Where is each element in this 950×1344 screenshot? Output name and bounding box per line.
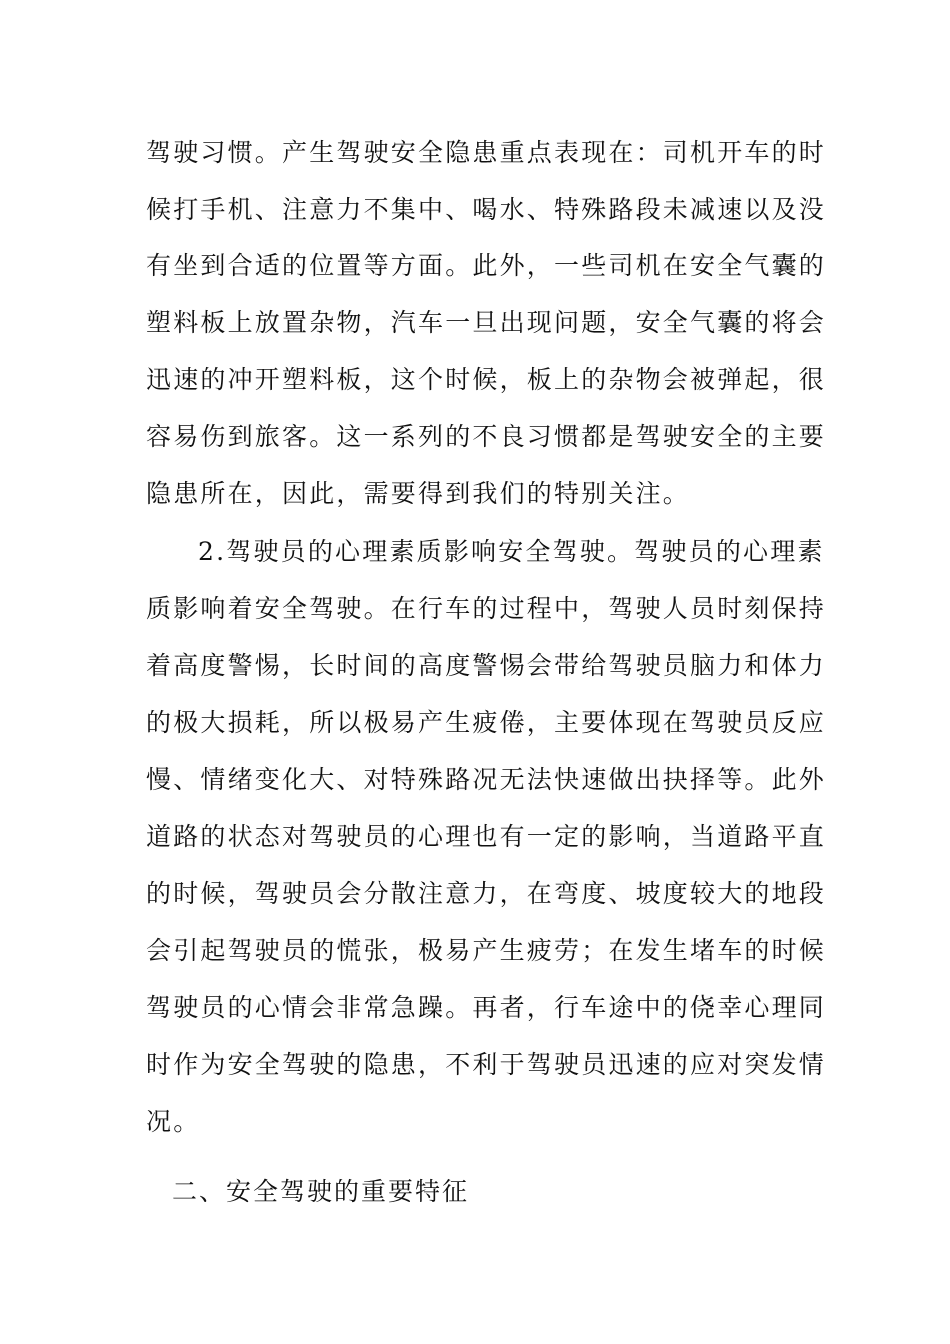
paragraph1-line-6: 容易伤到旅客。这一系列的不良习惯都是驾驶安全的主要	[146, 422, 827, 451]
paragraph2-line-7: 的时候，驾驶员会分散注意力，在弯度、坡度较大的地段	[146, 879, 827, 908]
paragraph1-line-1: 驾驶习惯。产生驾驶安全隐患重点表现在：司机开车的时	[146, 138, 827, 167]
paragraph1-line-4: 塑料板上放置杂物，汽车一旦出现问题，安全气囊的将会	[146, 308, 827, 337]
paragraph2-line-2: 质影响着安全驾驶。在行车的过程中，驾驶人员时刻保持	[146, 594, 827, 623]
paragraph1-line-3: 有坐到合适的位置等方面。此外，一些司机在安全气囊的	[146, 251, 827, 280]
section-heading: 二、安全驾驶的重要特征	[172, 1177, 470, 1206]
paragraph2-line-9: 驾驶员的心情会非常急躁。再者，行车途中的侥幸心理同	[146, 993, 827, 1022]
paragraph2-line-6: 道路的状态对驾驶员的心理也有一定的影响，当道路平直	[146, 822, 827, 851]
paragraph2-line-4: 的极大损耗，所以极易产生疲倦，主要体现在驾驶员反应	[146, 708, 827, 737]
paragraph1-line-2: 候打手机、注意力不集中、喝水、特殊路段未减速以及没	[146, 195, 827, 224]
paragraph2-line-10: 时作为安全驾驶的隐患，不利于驾驶员迅速的应对突发情	[146, 1050, 827, 1079]
paragraph2-line-1: 2.驾驶员的心理素质影响安全驾驶。驾驶员的心理素	[198, 537, 825, 566]
paragraph1-line-5: 迅速的冲开塑料板，这个时候，板上的杂物会被弹起，很	[146, 365, 827, 394]
paragraph2-line-5: 慢、情绪变化大、对特殊路况无法快速做出抉择等。此外	[146, 765, 827, 794]
paragraph2-line-3: 着高度警惕，长时间的高度警惕会带给驾驶员脑力和体力	[146, 651, 827, 680]
paragraph1-line-7: 隐患所在，因此，需要得到我们的特别关注。	[146, 479, 691, 508]
paragraph2-line-8: 会引起驾驶员的慌张，极易产生疲劳；在发生堵车的时候	[146, 936, 827, 965]
paragraph2-line-11: 况。	[146, 1107, 201, 1136]
